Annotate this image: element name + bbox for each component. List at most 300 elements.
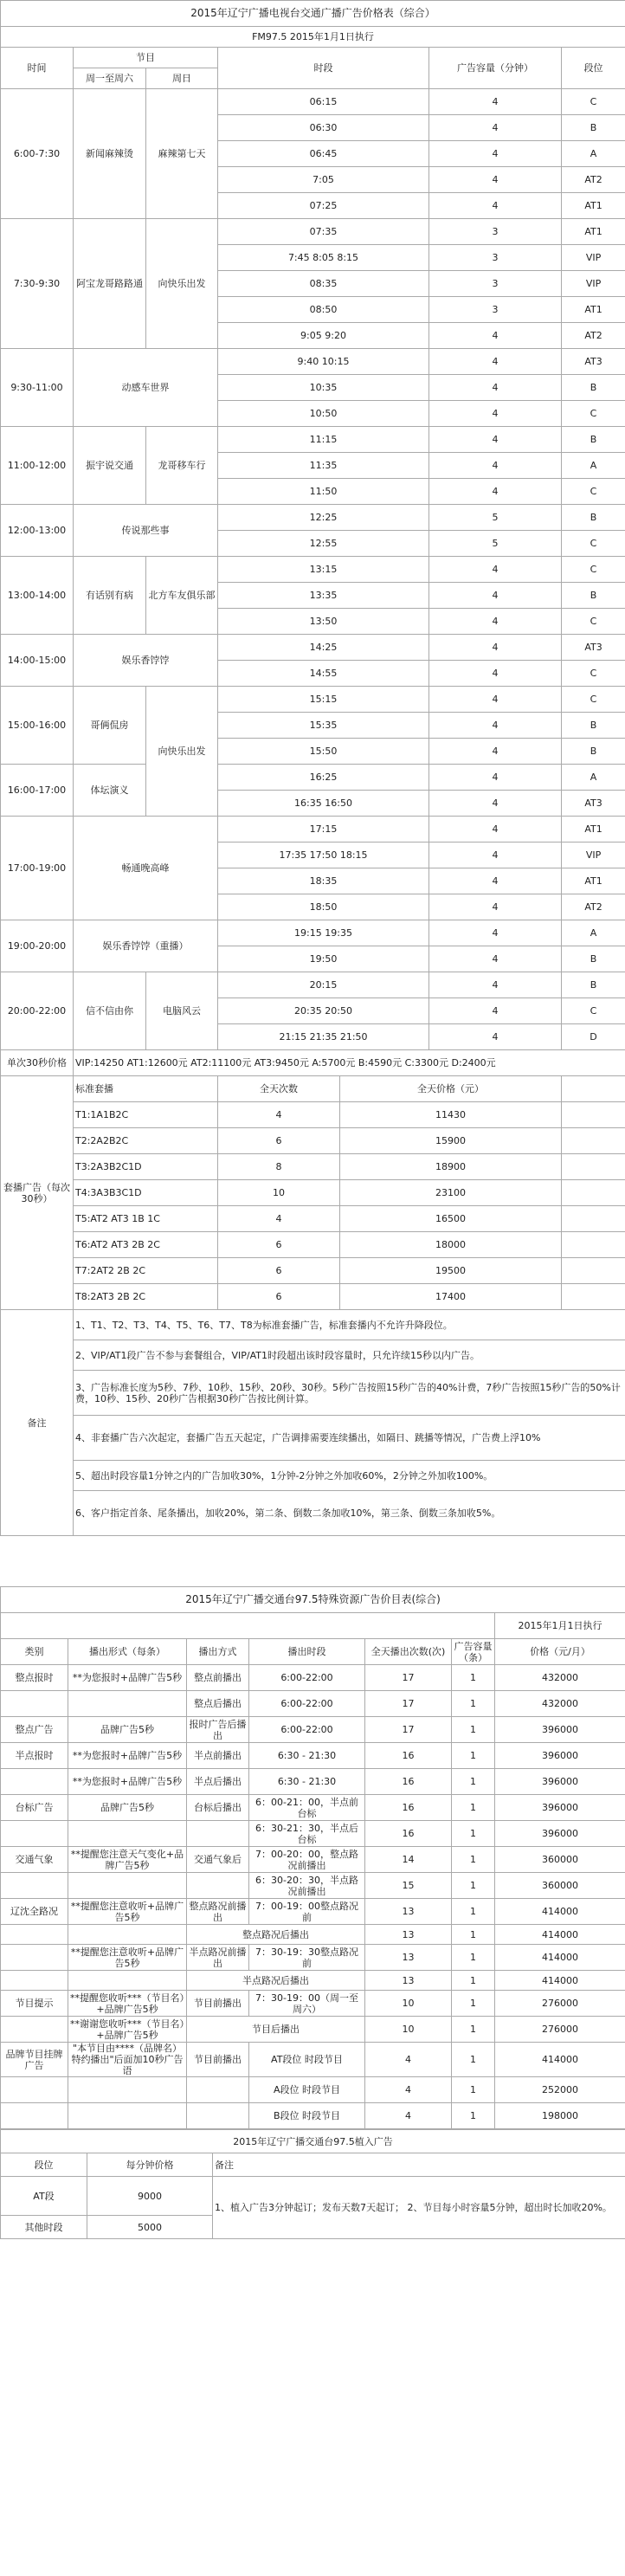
method: 整点前播出 — [187, 1665, 249, 1691]
capacity: 4 — [429, 401, 562, 427]
price: 414000 — [495, 1925, 625, 1945]
tier: C — [562, 687, 625, 713]
package-price: 17400 — [340, 1284, 562, 1310]
tier: AT3 — [562, 635, 625, 661]
tier: B — [562, 713, 625, 739]
tier: 其他时段 — [1, 2216, 87, 2239]
price: 414000 — [495, 2043, 625, 2077]
program-sunday: 向快乐出发 — [146, 219, 218, 349]
method — [187, 1821, 249, 1847]
tier: A — [562, 920, 625, 946]
tier: VIP — [562, 245, 625, 271]
format: **提醒您注意天气变化+品牌广告5秒 — [68, 1847, 187, 1873]
tier: AT1 — [562, 297, 625, 323]
capacity: 4 — [429, 687, 562, 713]
method: 节目前播出 — [187, 2043, 249, 2077]
timeslot: AT段位 时段节目 — [249, 2043, 365, 2077]
single-price-label: 单次30秒价格 — [1, 1050, 74, 1076]
tier: A — [562, 453, 625, 479]
tier: B — [562, 505, 625, 531]
daily-count: 15 — [365, 1873, 452, 1899]
program-sunday: 向快乐出发 — [146, 687, 218, 817]
tier: B — [562, 972, 625, 998]
tier: A — [562, 141, 625, 167]
category: 整点广告 — [1, 1717, 68, 1743]
category — [1, 2017, 68, 2043]
package-name: T6:AT2 AT3 2B 2C — [74, 1232, 218, 1258]
capacity: 1 — [452, 1925, 495, 1945]
header-method: 播出方式 — [187, 1639, 249, 1665]
daily-count: 17 — [365, 1717, 452, 1743]
daily-count: 17 — [365, 1691, 452, 1717]
time-range: 20:00-22:00 — [1, 972, 74, 1050]
capacity: 1 — [452, 1847, 495, 1873]
capacity: 5 — [429, 505, 562, 531]
format: **提醒您注意收听+品牌广告5秒 — [68, 1899, 187, 1925]
price: 360000 — [495, 1847, 625, 1873]
tier: AT3 — [562, 349, 625, 375]
slot: 19:15 19:35 — [218, 920, 429, 946]
header-format: 播出形式（每条） — [68, 1639, 187, 1665]
slot: 18:50 — [218, 894, 429, 920]
capacity: 4 — [429, 868, 562, 894]
time-range: 15:00-16:00 — [1, 687, 74, 765]
category: 交通气象 — [1, 1847, 68, 1873]
capacity: 4 — [429, 765, 562, 791]
note-item: 1、T1、T2、T3、T4、T5、T6、T7、T8为标准套播广告，标准套播内不允许升降段位。 — [74, 1310, 625, 1340]
time-range: 14:00-15:00 — [1, 635, 74, 687]
price: 276000 — [495, 1991, 625, 2017]
capacity: 4 — [429, 972, 562, 998]
header-price: 价格（元/月） — [495, 1639, 625, 1665]
program-sunday: 龙哥移车行 — [146, 427, 218, 505]
tier: AT1 — [562, 193, 625, 219]
price: 360000 — [495, 1873, 625, 1899]
header-capacity: 广告容量（条） — [452, 1639, 495, 1665]
price: 432000 — [495, 1665, 625, 1691]
package-price: 15900 — [340, 1128, 562, 1154]
capacity: 1 — [452, 1899, 495, 1925]
category: 节目提示 — [1, 1991, 68, 2017]
daily-count: 16 — [365, 1821, 452, 1847]
price: 396000 — [495, 1743, 625, 1769]
capacity: 4 — [429, 193, 562, 219]
slot: 08:35 — [218, 271, 429, 297]
slot: 9:05 9:20 — [218, 323, 429, 349]
capacity: 1 — [452, 1769, 495, 1795]
format — [68, 1971, 187, 1991]
daily-count: 10 — [365, 2017, 452, 2043]
header-price-per-minute: 每分钟价格 — [87, 2153, 213, 2177]
slot: 13:35 — [218, 583, 429, 609]
capacity: 4 — [429, 894, 562, 920]
timeslot: 7：00-20：00，整点路况前播出 — [249, 1847, 365, 1873]
package-count: 4 — [218, 1102, 340, 1128]
package-name: T2:2A2B2C — [74, 1128, 218, 1154]
format: **提醒您注意收听+品牌广告5秒 — [68, 1945, 187, 1971]
package-price: 11430 — [340, 1102, 562, 1128]
slot: 11:50 — [218, 479, 429, 505]
format: **为您报时+品牌广告5秒 — [68, 1769, 187, 1795]
slot: 13:50 — [218, 609, 429, 635]
format — [68, 1873, 187, 1899]
category: 台标广告 — [1, 1795, 68, 1821]
program-all-week: 传说那些事 — [74, 505, 218, 557]
package-header-price: 全天价格（元） — [340, 1076, 562, 1102]
method: 半点后播出 — [187, 1769, 249, 1795]
format — [68, 1691, 187, 1717]
format — [68, 1925, 187, 1945]
package-empty-cell — [562, 1258, 625, 1284]
slot: 17:35 17:50 18:15 — [218, 843, 429, 868]
price: 414000 — [495, 1945, 625, 1971]
tier: B — [562, 946, 625, 972]
category: 品牌节目挂牌广告 — [1, 2043, 68, 2077]
capacity: 1 — [452, 1795, 495, 1821]
slot: 7:05 — [218, 167, 429, 193]
program-weekday: 振宇说交通 — [74, 427, 146, 505]
capacity: 4 — [429, 791, 562, 817]
section-gap — [0, 1536, 625, 1586]
capacity: 3 — [429, 297, 562, 323]
notes-label: 备注 — [1, 1310, 74, 1536]
category: 辽沈全路况 — [1, 1899, 68, 1925]
daily-count: 16 — [365, 1795, 452, 1821]
method: 整点后播出 — [187, 1691, 249, 1717]
package-name: T1:1A1B2C — [74, 1102, 218, 1128]
slot: 17:15 — [218, 817, 429, 843]
format: 品牌广告5秒 — [68, 1717, 187, 1743]
category — [1, 1971, 68, 1991]
single-price-list: VIP:14250 AT1:12600元 AT2:11100元 AT3:9450元 A:5700元 B:4590元 C:3300元 D:2400元 — [74, 1050, 625, 1076]
time-range: 17:00-19:00 — [1, 817, 74, 920]
program-weekday: 信不信由你 — [74, 972, 146, 1050]
category — [1, 1691, 68, 1717]
table-subtitle: FM97.5 2015年1月1日执行 — [1, 27, 625, 48]
time-range: 12:00-13:00 — [1, 505, 74, 557]
package-empty-cell — [562, 1180, 625, 1206]
price: 414000 — [495, 1899, 625, 1925]
program-weekday: 体坛演义 — [74, 765, 146, 817]
program-sunday: 北方车友俱乐部 — [146, 557, 218, 635]
category — [1, 2103, 68, 2129]
method — [187, 2077, 249, 2103]
timeslot: B段位 时段节目 — [249, 2103, 365, 2129]
price-per-minute: 5000 — [87, 2216, 213, 2239]
capacity: 4 — [429, 167, 562, 193]
price: 396000 — [495, 1717, 625, 1743]
header-timeslot: 播出时段 — [249, 1639, 365, 1665]
price: 198000 — [495, 2103, 625, 2129]
daily-count: 16 — [365, 1743, 452, 1769]
package-empty-cell — [562, 1284, 625, 1310]
package-price: 16500 — [340, 1206, 562, 1232]
header-program: 节目 — [74, 48, 218, 68]
capacity: 4 — [429, 635, 562, 661]
capacity: 3 — [429, 219, 562, 245]
program-weekday: 有话别有病 — [74, 557, 146, 635]
timeslot: 6：30-21：30，半点后台标 — [249, 1821, 365, 1847]
capacity: 3 — [429, 245, 562, 271]
capacity: 1 — [452, 1691, 495, 1717]
daily-count: 13 — [365, 1925, 452, 1945]
package-count: 6 — [218, 1284, 340, 1310]
capacity: 4 — [429, 998, 562, 1024]
capacity: 4 — [429, 661, 562, 687]
method: 交通气象后 — [187, 1847, 249, 1873]
capacity: 1 — [452, 2103, 495, 2129]
format: **提醒您收听***（节目名）+品牌广告5秒 — [68, 1991, 187, 2017]
tier: D — [562, 1024, 625, 1050]
package-header-name: 标准套播 — [74, 1076, 218, 1102]
header-weekday: 周一至周六 — [74, 68, 146, 89]
capacity: 1 — [452, 1717, 495, 1743]
tier: AT段 — [1, 2177, 87, 2216]
tier: C — [562, 479, 625, 505]
header-tier: 段位 — [562, 48, 625, 89]
tier: B — [562, 115, 625, 141]
timeslot: 6：00-21：00，半点前台标 — [249, 1795, 365, 1821]
time-range: 7:30-9:30 — [1, 219, 74, 349]
package-empty-cell — [562, 1128, 625, 1154]
format — [68, 1821, 187, 1847]
category — [1, 1821, 68, 1847]
package-count: 6 — [218, 1128, 340, 1154]
capacity: 5 — [429, 531, 562, 557]
product-placement-table — [0, 2129, 625, 2239]
package-header-count: 全天次数 — [218, 1076, 340, 1102]
note-item: 5、超出时段容量1分钟之内的广告加收30%，1分钟-2分钟之外加收60%，2分钟之外加收100%。 — [74, 1461, 625, 1491]
category — [1, 2077, 68, 2103]
method: 半点前播出 — [187, 1743, 249, 1769]
tier: B — [562, 375, 625, 401]
note-item: 4、非套播广告六次起定，套播广告五天起定，广告调排需要连续播出，如隔日、跳播等情况，广告费上浮10% — [74, 1416, 625, 1461]
daily-count: 4 — [365, 2103, 452, 2129]
slot: 13:15 — [218, 557, 429, 583]
tier: C — [562, 609, 625, 635]
package-price: 18900 — [340, 1154, 562, 1180]
header-sunday: 周日 — [146, 68, 218, 89]
slot: 12:25 — [218, 505, 429, 531]
tier: C — [562, 401, 625, 427]
header-category: 类别 — [1, 1639, 68, 1665]
daily-count: 10 — [365, 1991, 452, 2017]
format — [68, 2077, 187, 2103]
method: 整点路况后播出 — [187, 1925, 365, 1945]
slot: 21:15 21:35 21:50 — [218, 1024, 429, 1050]
slot: 7:45 8:05 8:15 — [218, 245, 429, 271]
daily-count: 13 — [365, 1971, 452, 1991]
slot: 06:30 — [218, 115, 429, 141]
tier: AT1 — [562, 868, 625, 894]
capacity: 4 — [429, 453, 562, 479]
package-label: 套播广告（每次30秒） — [1, 1076, 74, 1310]
slot: 16:25 — [218, 765, 429, 791]
format — [68, 2103, 187, 2129]
header-tier: 段位 — [1, 2153, 87, 2177]
program-sunday: 电脑风云 — [146, 972, 218, 1050]
time-range: 11:00-12:00 — [1, 427, 74, 505]
capacity: 1 — [452, 2017, 495, 2043]
empty-cell — [1, 1613, 495, 1639]
slot: 20:35 20:50 — [218, 998, 429, 1024]
capacity: 1 — [452, 1991, 495, 2017]
daily-count: 16 — [365, 1769, 452, 1795]
tier: AT1 — [562, 817, 625, 843]
package-count: 8 — [218, 1154, 340, 1180]
timeslot: 6：30-20：30，半点路况前播出 — [249, 1873, 365, 1899]
price: 276000 — [495, 2017, 625, 2043]
note-item: 2、VIP/AT1段广告不参与套餐组合，VIP/AT1时段超出该时段容量时，只允许续15秒以内广告。 — [74, 1340, 625, 1371]
slot: 15:35 — [218, 713, 429, 739]
capacity: 1 — [452, 2043, 495, 2077]
format: **为您报时+品牌广告5秒 — [68, 1665, 187, 1691]
slot: 14:55 — [218, 661, 429, 687]
slot: 14:25 — [218, 635, 429, 661]
category: 整点报时 — [1, 1665, 68, 1691]
package-empty-cell — [562, 1076, 625, 1102]
package-price: 19500 — [340, 1258, 562, 1284]
tier: A — [562, 765, 625, 791]
tier: C — [562, 557, 625, 583]
table-title: 2015年辽宁广播电视台交通广播广告价格表（综合） — [1, 1, 625, 27]
tier: C — [562, 89, 625, 115]
capacity: 4 — [429, 583, 562, 609]
capacity: 4 — [429, 141, 562, 167]
capacity: 4 — [429, 817, 562, 843]
method: 台标后播出 — [187, 1795, 249, 1821]
price: 432000 — [495, 1691, 625, 1717]
capacity: 4 — [429, 843, 562, 868]
time-range: 19:00-20:00 — [1, 920, 74, 972]
slot: 06:15 — [218, 89, 429, 115]
category — [1, 1873, 68, 1899]
timeslot: 6:00-22:00 — [249, 1665, 365, 1691]
program-all-week: 娱乐香饽饽 — [74, 635, 218, 687]
tier: B — [562, 583, 625, 609]
tier: B — [562, 427, 625, 453]
method: 节目前播出 — [187, 1991, 249, 2017]
package-name: T8:2AT3 2B 2C — [74, 1284, 218, 1310]
capacity: 4 — [429, 115, 562, 141]
timeslot: 7：30-19：00（周一至周六） — [249, 1991, 365, 2017]
capacity: 3 — [429, 271, 562, 297]
tier: AT2 — [562, 894, 625, 920]
tier: AT1 — [562, 219, 625, 245]
daily-count: 14 — [365, 1847, 452, 1873]
special-resource-table — [0, 1586, 625, 2129]
tier: C — [562, 998, 625, 1024]
slot: 07:25 — [218, 193, 429, 219]
tier: C — [562, 661, 625, 687]
tier: B — [562, 739, 625, 765]
header-slot: 时段 — [218, 48, 429, 89]
slot: 10:50 — [218, 401, 429, 427]
effective-date: 2015年1月1日执行 — [495, 1613, 625, 1639]
package-price: 18000 — [340, 1232, 562, 1258]
time-range: 16:00-17:00 — [1, 765, 74, 817]
format: **为您报时+品牌广告5秒 — [68, 1743, 187, 1769]
slot: 12:55 — [218, 531, 429, 557]
capacity: 1 — [452, 2077, 495, 2103]
method — [187, 2103, 249, 2129]
slot: 10:35 — [218, 375, 429, 401]
format: **谢谢您收听***（节目名）+品牌广告5秒 — [68, 2017, 187, 2043]
timeslot: 7：00-19：00整点路况前 — [249, 1899, 365, 1925]
capacity: 4 — [429, 349, 562, 375]
timeslot: 6:00-22:00 — [249, 1717, 365, 1743]
price: 414000 — [495, 1971, 625, 1991]
category — [1, 1945, 68, 1971]
price-per-minute: 9000 — [87, 2177, 213, 2216]
method: 报时广告后播出 — [187, 1717, 249, 1743]
slot: 19:50 — [218, 946, 429, 972]
slot: 18:35 — [218, 868, 429, 894]
capacity: 4 — [429, 946, 562, 972]
capacity: 1 — [452, 1821, 495, 1847]
slot: 07:35 — [218, 219, 429, 245]
method: 半点路况后播出 — [187, 1971, 365, 1991]
daily-count: 13 — [365, 1945, 452, 1971]
capacity: 1 — [452, 1971, 495, 1991]
method — [187, 1873, 249, 1899]
package-count: 6 — [218, 1258, 340, 1284]
capacity: 1 — [452, 1873, 495, 1899]
format: "本节目由****（品牌名）特约播出"后面加10秒广告语 — [68, 2043, 187, 2077]
category — [1, 1925, 68, 1945]
program-weekday: 哥俩侃房 — [74, 687, 146, 765]
slot: 16:35 16:50 — [218, 791, 429, 817]
package-count: 6 — [218, 1232, 340, 1258]
header-capacity: 广告容量（分钟） — [429, 48, 562, 89]
daily-count: 13 — [365, 1899, 452, 1925]
timeslot: 6:30 - 21:30 — [249, 1769, 365, 1795]
slot: 15:50 — [218, 739, 429, 765]
tier: VIP — [562, 271, 625, 297]
tier: C — [562, 531, 625, 557]
slot: 08:50 — [218, 297, 429, 323]
note-item: 3、广告标准长度为5秒、7秒、10秒、15秒、20秒、30秒。5秒广告按照15秒广告的40%计费，7秒广告按照15秒广告的50%计费，10秒、15秒、20秒广告根据30秒广告按比例计算。 — [74, 1371, 625, 1416]
program-weekday: 新闻麻辣烫 — [74, 89, 146, 219]
timeslot: 7：30-19：30整点路况前 — [249, 1945, 365, 1971]
package-price: 23100 — [340, 1180, 562, 1206]
time-range: 6:00-7:30 — [1, 89, 74, 219]
program-all-week: 动感车世界 — [74, 349, 218, 427]
price: 252000 — [495, 2077, 625, 2103]
program-weekday: 阿宝龙哥路路通 — [74, 219, 146, 349]
capacity: 4 — [429, 427, 562, 453]
capacity: 1 — [452, 1945, 495, 1971]
slot: 15:15 — [218, 687, 429, 713]
header-time: 时间 — [1, 48, 74, 89]
header-remarks: 备注 — [213, 2153, 625, 2177]
tier: AT3 — [562, 791, 625, 817]
slot: 11:15 — [218, 427, 429, 453]
package-empty-cell — [562, 1206, 625, 1232]
capacity: 4 — [429, 609, 562, 635]
capacity: 4 — [429, 89, 562, 115]
note-item: 6、客户指定首条、尾条播出，加收20%，第二条、倒数二条加收10%，第三条、倒数三条加收5%。 — [74, 1491, 625, 1536]
capacity: 1 — [452, 1743, 495, 1769]
package-empty-cell — [562, 1232, 625, 1258]
table-title: 2015年辽宁广播交通台97.5特殊资源广告价目表(综合) — [1, 1587, 625, 1613]
capacity: 4 — [429, 323, 562, 349]
capacity: 4 — [429, 920, 562, 946]
price: 396000 — [495, 1821, 625, 1847]
package-empty-cell — [562, 1154, 625, 1180]
time-range: 13:00-14:00 — [1, 557, 74, 635]
method: 节目后播出 — [187, 2017, 365, 2043]
